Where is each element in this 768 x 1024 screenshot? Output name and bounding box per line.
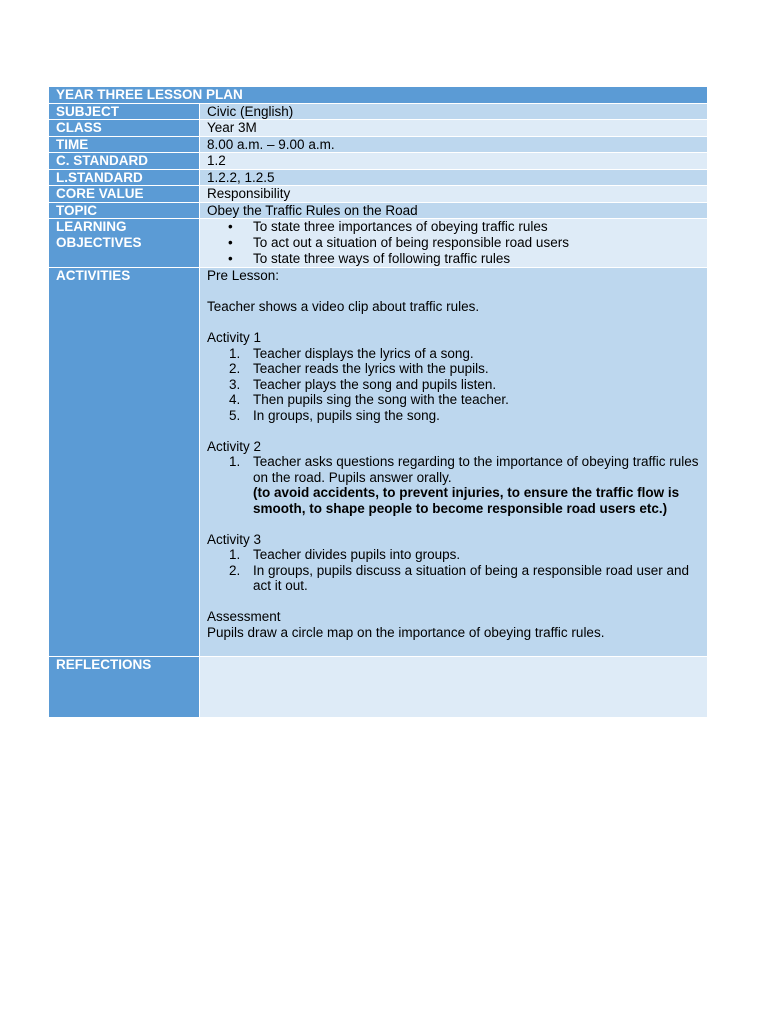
list-item: 1. Teacher divides pupils into groups. xyxy=(229,547,461,562)
reflections-row xyxy=(49,657,707,718)
time-value: 8.00 a.m. – 9.00 a.m. xyxy=(200,137,707,154)
c-standard-value: 1.2 xyxy=(200,153,707,170)
lesson-plan-table xyxy=(49,87,707,718)
class-label: CLASS xyxy=(49,120,200,137)
title-row xyxy=(49,87,707,104)
objective-item: • To state three ways of following traffic rules xyxy=(253,251,700,267)
assessment-heading: Assessment xyxy=(207,609,281,624)
objectives-label-line1: LEARNING xyxy=(56,219,127,234)
pre-lesson-heading: Pre Lesson: xyxy=(207,268,280,283)
topic-value: Obey the Traffic Rules on the Road xyxy=(200,203,707,220)
topic-row xyxy=(49,203,707,220)
class-value: Year 3M xyxy=(200,120,707,137)
subject-row xyxy=(49,104,707,121)
activity-2-heading: Activity 2 xyxy=(207,438,262,454)
time-row xyxy=(49,137,707,154)
core-value-value: Responsibility xyxy=(200,186,707,203)
activities-row xyxy=(49,268,707,657)
activity-2-note: (to avoid accidents, to prevent injuries, to ensure the traffic flow is smooth, to shape people to become responsible road users etc.) xyxy=(253,485,680,516)
objectives-row xyxy=(49,219,707,268)
activity-1-steps xyxy=(207,346,700,424)
objectives-value xyxy=(200,219,707,268)
l-standard-row xyxy=(49,170,707,187)
activities-label: ACTIVITIES xyxy=(49,268,200,657)
list-item: 4. Then pupils sing the song with the teacher. xyxy=(229,392,509,407)
activities-value xyxy=(200,268,707,657)
c-standard-row xyxy=(49,153,707,170)
activity-3-steps xyxy=(207,547,700,594)
objective-item: • To state three importances of obeying traffic rules xyxy=(253,219,700,235)
list-item: 2. Teacher reads the lyrics with the pupils. xyxy=(229,361,489,376)
assessment-text: Pupils draw a circle map on the importance of obeying traffic rules. xyxy=(207,624,605,640)
c-standard-label: C. STANDARD xyxy=(49,153,200,170)
objectives-label-line2: OBJECTIVES xyxy=(56,234,142,250)
subject-value: Civic (English) xyxy=(200,104,707,121)
objective-item: • To act out a situation of being responsible road users xyxy=(253,235,700,251)
list-item: 1. Teacher asks questions regarding to the importance of obeying traffic rules on the road. Pupils answer orally. (to avoid accidents, to prevent injuries, to ensure the traffic flow is smooth, to shape people to become responsible road users etc.) xyxy=(229,454,699,516)
core-value-label: CORE VALUE xyxy=(49,186,200,203)
l-standard-label: L.STANDARD xyxy=(49,170,200,187)
list-item: 1. Teacher displays the lyrics of a song. xyxy=(229,345,474,361)
objectives-label xyxy=(49,219,200,268)
activity-1-heading: Activity 1 xyxy=(207,330,262,345)
list-item: 3. Teacher plays the song and pupils listen. xyxy=(229,376,497,392)
time-label: TIME xyxy=(49,137,200,154)
l-standard-value: 1.2.2, 1.2.5 xyxy=(200,170,707,187)
core-value-row xyxy=(49,186,707,203)
lesson-plan-title: YEAR THREE LESSON PLAN xyxy=(49,87,707,104)
pre-lesson-text: Teacher shows a video clip about traffic rules. xyxy=(207,299,480,314)
objectives-list xyxy=(207,219,700,267)
class-row xyxy=(49,120,707,137)
list-item: 2. In groups, pupils discuss a situation of being a responsible road user and act it out. xyxy=(229,562,690,593)
reflections-value xyxy=(200,657,707,718)
activity-3-heading: Activity 3 xyxy=(207,531,262,547)
activity-2-steps xyxy=(207,454,700,516)
subject-label: SUBJECT xyxy=(49,104,200,121)
list-item: 5. In groups, pupils sing the song. xyxy=(229,407,440,423)
topic-label: TOPIC xyxy=(49,203,200,220)
reflections-label: REFLECTIONS xyxy=(49,657,200,718)
